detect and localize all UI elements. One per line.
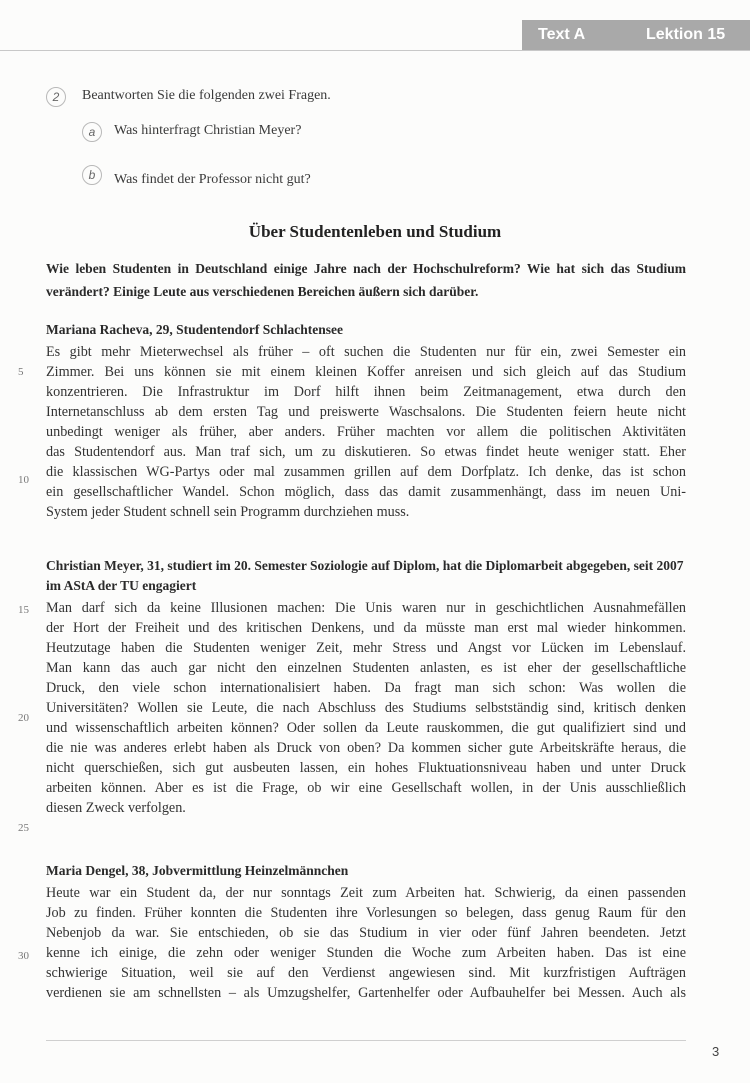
question-b-text: Was findet der Professor nicht gut? <box>114 172 311 187</box>
page-number: 3 <box>712 1044 720 1059</box>
text-line: Zimmer. Bei uns können sie mit einem kleinen Koffer anreisen und sich gleich auf das Studium <box>46 364 686 380</box>
text-line: Heutzutage haben die Studenten weniger Zeit, mehr Stress und Angst vor Lücken im Lebenslauf. <box>46 640 686 656</box>
text-line: die klassischen WG-Partys oder mal zusammen grillen auf dem Dorfplatz. Ich denke, das ist schon <box>46 464 686 480</box>
line-number: 5 <box>18 366 24 378</box>
section-heading: Christian Meyer, 31, studiert im 20. Semester Soziologie auf Diplom, hat die Diplomarbeit abgegeben, seit 2007 im AStA der TU engagiert <box>46 558 684 593</box>
text-line: Heute war ein Student da, der nur sonntags Zeit zum Arbeiten hat. Schwierig, da einen passenden <box>46 885 686 901</box>
question-b-marker: b <box>82 165 102 185</box>
article-title: Über Studentenleben und Studium <box>248 222 502 241</box>
text-line: Es gibt mehr Mieterwechsel als früher – oft suchen die Studenten nur für ein, zwei Semester ein <box>46 344 686 360</box>
text-line: nicht querschießen, sich gut ausbeuten lassen, ein hohes Fluktuationsniveau haben und unter Druck <box>46 760 686 776</box>
text-line: diesen Zweck verfolgen. <box>46 800 186 816</box>
bottom-rule <box>46 1040 686 1041</box>
top-rule <box>0 50 750 51</box>
question-a-text: Was hinterfragt Christian Meyer? <box>114 123 302 138</box>
text-line: schwierige Situation, weil sie auf den Verdienst angewiesen sind. Mit kurzfristigen Aufträgen <box>46 965 686 981</box>
text-line: Man darf sich da keine Illusionen machen: Die Unis waren nur in geschichtlichen Ausnahmefällen <box>46 600 686 616</box>
text-line: Internetanschluss ab dem ersten Tag und preiswerte Waschsalons. Die Studenten feiern heute nicht <box>46 404 686 420</box>
text-line: verdienen sie am schnellsten – als Umzugshelfer, Gartenhelfer oder Aufbauhelfer bei Messen. Auch als <box>46 985 686 1001</box>
section-dengel <box>46 861 686 1003</box>
text-line: Man kann das auch gar nicht den einzelnen Studenten anlasten, es ist eher der gesellschaftliche <box>46 660 686 676</box>
question-number-marker: 2 <box>46 87 66 107</box>
text-line: Nebenjob da war. Sie entschieden, ob sie das Studium in vier oder fünf Jahren beendeten. Jetzt <box>46 925 686 941</box>
text-label: Text A <box>538 26 586 43</box>
line-number: 10 <box>18 474 29 486</box>
text-line: der Hort der Freiheit und des kritischen Denkens, und da müsste man erst mal wieder hinkommen. <box>46 620 686 636</box>
text-line: die nie was anderes erlebt haben als Druck von oben? Da kommen sicher gute Arbeitskräfte heraus, die <box>46 740 686 756</box>
text-line: konzentrieren. Die Infrastruktur im Dorf hilft ihnen beim Zeitmanagement, etwa durch den <box>46 384 686 400</box>
text-line: ein gesellschaftlicher Wandel. Schon möglich, dass das damit zusammenhängt, dass im neuen Uni- <box>46 484 686 500</box>
text-line: Universitäten? Wollen sie Leute, die nach Abschluss des Studiums selbstständig sind, kritisch denken <box>46 700 686 716</box>
question-a-marker: a <box>82 122 102 142</box>
text-line: und wissenschaftlich arbeiten können? Oder sollen da Leute rauskommen, die gut qualifiziert sind und <box>46 720 686 736</box>
text-line: Job zu finden. Früher konnten die Studenten ihre Vorlesungen so belegen, dass genug Raum für den <box>46 905 686 921</box>
section-heading: Maria Dengel, 38, Jobvermittlung Heinzelmännchen <box>46 863 349 878</box>
lesson-header-badge <box>522 20 750 50</box>
section-racheva <box>46 320 686 522</box>
text-line: kenne ich einige, die zehn oder weniger Stunden die Woche zum Arbeiten haben. Das ist eine <box>46 945 686 961</box>
text-line: das Studentendorf aus. Man traf sich, um zu diskutieren. So etwas findet heute weniger statt. Eher <box>46 444 686 460</box>
line-number: 30 <box>18 950 29 962</box>
line-number: 15 <box>18 604 29 616</box>
line-number: 20 <box>18 712 29 724</box>
text-line: Druck, den viele schon internationalisiert haben. Da fragt man sich schon: Was wollen die <box>46 680 686 696</box>
article-intro: Wie leben Studenten in Deutschland einige Jahre nach der Hochschulreform? Wie hat sich das Studium verändert? Einige Leute aus verschiedenen Bereichen äußern sich darüber. <box>46 261 686 299</box>
section-heading: Mariana Racheva, 29, Studentendorf Schlachtensee <box>46 322 343 337</box>
lesson-label: Lektion 15 <box>646 26 726 43</box>
question-instruction: Beantworten Sie die folgenden zwei Fragen. <box>82 88 331 103</box>
line-number: 25 <box>18 822 29 834</box>
section-meyer <box>46 556 686 818</box>
text-line: unbedingt weniger als früher, aber anders. Früher machten vor allem die politischen Aktivitäten <box>46 424 686 440</box>
text-line: System jeder Student schnell sein Programm durchziehen muss. <box>46 504 410 520</box>
text-line: arbeiten können. Aber es ist die Frage, ob wir eine Gesellschaft wollen, in der Unis ausschließlich <box>46 780 686 796</box>
